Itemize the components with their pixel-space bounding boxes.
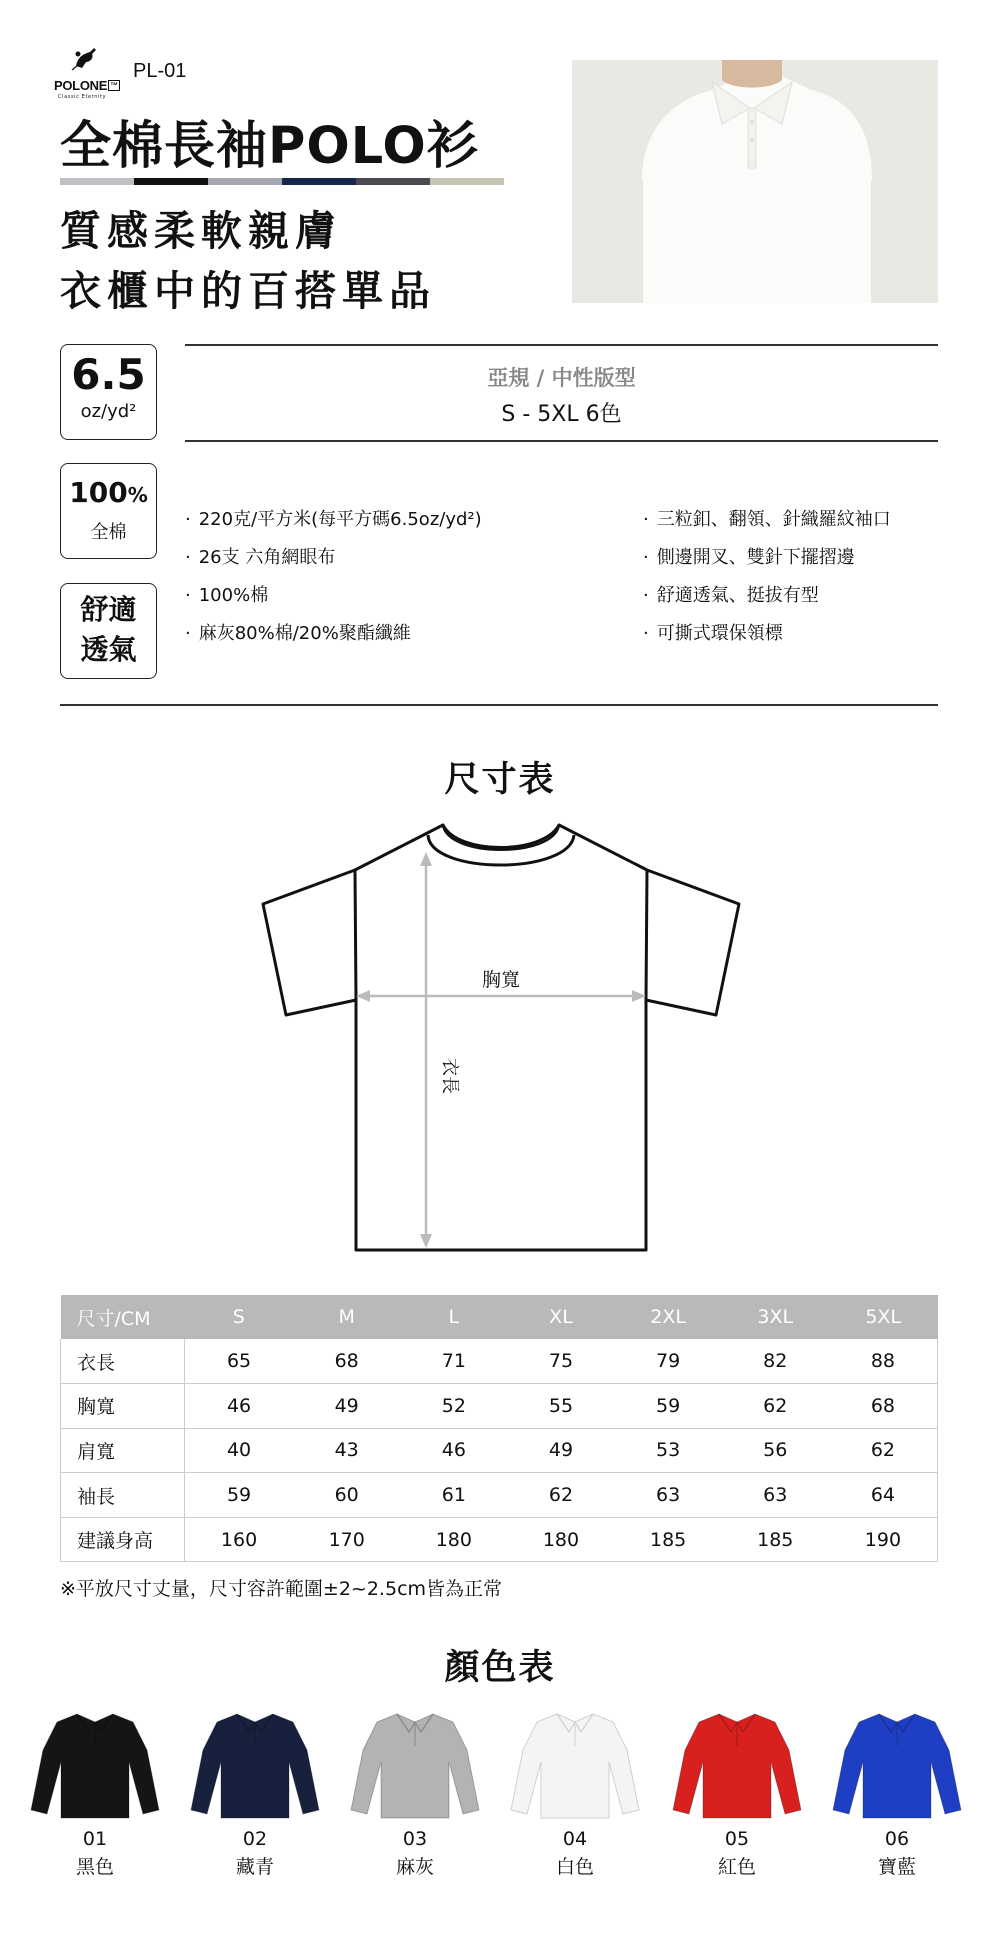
cotton-label: 全棉 <box>90 522 127 543</box>
table-cell: 46 <box>185 1384 294 1429</box>
divider <box>185 440 938 442</box>
polo-shirt-icon <box>831 1710 963 1820</box>
polo-shirt-icon <box>189 1710 321 1820</box>
color-chart-title: 顏色表 <box>444 1648 556 1688</box>
table-cell: 60 <box>293 1473 400 1518</box>
table-cell: 170 <box>293 1517 400 1562</box>
shirt-size-diagram <box>258 820 744 1260</box>
length-label: 衣長 <box>439 1058 460 1094</box>
table-cell: 建議身高 <box>61 1517 185 1562</box>
color-strip-segment <box>356 178 430 185</box>
color-name: 寶藍 <box>877 1856 916 1878</box>
table-cell: 59 <box>185 1473 294 1518</box>
color-name: 黑色 <box>75 1856 114 1878</box>
color-number: 02 <box>242 1828 268 1850</box>
table-row <box>61 1428 938 1473</box>
fit-type: 亞規 / 中性版型 <box>487 366 636 390</box>
product-code: PL-01 <box>133 60 187 82</box>
table-cell: 62 <box>829 1428 938 1473</box>
table-cell: 63 <box>615 1473 722 1518</box>
feature-item: · 100%棉 <box>185 581 268 607</box>
table-cell: 49 <box>507 1428 614 1473</box>
color-strip-segment <box>60 178 134 185</box>
color-name: 藏青 <box>235 1856 274 1878</box>
feature-item: · 220克/平方米(每平方碼6.5oz/yd²) <box>185 505 482 531</box>
table-cell: 190 <box>829 1517 938 1562</box>
feature-item: · 側邊開叉、雙針下擺摺邊 <box>643 543 855 569</box>
weight-unit: oz/yd² <box>80 401 137 422</box>
slogan-line-1: 質感柔軟親膚 <box>60 207 342 255</box>
color-strip <box>60 178 504 185</box>
header-cell: 尺寸/CM <box>61 1295 185 1339</box>
color-swatch <box>335 1710 495 1878</box>
cotton-badge <box>60 463 157 559</box>
feature-item: · 麻灰80%棉/20%聚酯纖維 <box>185 619 411 645</box>
color-number: 04 <box>562 1828 588 1850</box>
color-swatch <box>495 1710 655 1878</box>
table-cell: 49 <box>293 1384 400 1429</box>
table-cell: 43 <box>293 1428 400 1473</box>
brand-logo <box>54 46 122 100</box>
table-cell: 56 <box>722 1428 829 1473</box>
color-strip-segment <box>134 178 208 185</box>
color-name: 麻灰 <box>395 1856 434 1878</box>
color-number: 03 <box>402 1828 428 1850</box>
table-cell: 40 <box>185 1428 294 1473</box>
color-swatch <box>15 1710 175 1878</box>
weight-badge <box>60 344 157 440</box>
table-cell: 82 <box>722 1339 829 1384</box>
header-cell: XL <box>507 1295 614 1339</box>
table-cell: 肩寬 <box>61 1428 185 1473</box>
measurement-note: ※平放尺寸丈量，尺寸容許範圍±2~2.5cm皆為正常 <box>60 1578 503 1600</box>
table-row <box>61 1473 938 1518</box>
table-row <box>61 1517 938 1562</box>
brand-mark: ™ <box>110 81 118 90</box>
table-cell: 68 <box>829 1384 938 1429</box>
table-cell: 袖長 <box>61 1473 185 1518</box>
polo-shirt-icon <box>349 1710 481 1820</box>
header-cell: 2XL <box>615 1295 722 1339</box>
polo-shirt-icon <box>29 1710 161 1820</box>
slogan-line-2: 衣櫃中的百搭單品 <box>60 267 436 315</box>
color-name: 白色 <box>555 1856 594 1878</box>
header-cell: S <box>185 1295 294 1339</box>
table-cell: 185 <box>615 1517 722 1562</box>
table-cell: 胸寬 <box>61 1384 185 1429</box>
feature-item: · 三粒釦、翻領、針織羅紋袖口 <box>643 505 891 531</box>
header-cell: L <box>400 1295 507 1339</box>
table-cell: 62 <box>507 1473 614 1518</box>
color-name: 紅色 <box>717 1856 756 1878</box>
table-cell: 65 <box>185 1339 294 1384</box>
color-swatch <box>817 1710 977 1878</box>
polo-shirt-icon <box>671 1710 803 1820</box>
table-header <box>61 1295 938 1339</box>
table-cell: 88 <box>829 1339 938 1384</box>
header-cell: 3XL <box>722 1295 829 1339</box>
table-cell: 185 <box>722 1517 829 1562</box>
brand-name: POLONE ™ <box>54 78 118 93</box>
table-cell: 衣長 <box>61 1339 185 1384</box>
feature-item: · 26支 六角網眼布 <box>185 543 335 569</box>
header-cell: M <box>293 1295 400 1339</box>
table-row <box>61 1339 938 1384</box>
table-cell: 53 <box>615 1428 722 1473</box>
brand-tagline: Classic Eternity <box>58 94 107 100</box>
table-cell: 63 <box>722 1473 829 1518</box>
table-cell: 62 <box>722 1384 829 1429</box>
comfort-line-2: 透氣 <box>80 633 137 666</box>
size-table <box>60 1295 938 1562</box>
table-cell: 52 <box>400 1384 507 1429</box>
color-strip-segment <box>430 178 504 185</box>
color-strip-segment <box>208 178 282 185</box>
table-cell: 180 <box>400 1517 507 1562</box>
cotton-pct: % <box>127 483 148 507</box>
table-cell: 75 <box>507 1339 614 1384</box>
color-number: 06 <box>884 1828 910 1850</box>
color-number: 05 <box>724 1828 750 1850</box>
cotton-value: 100 <box>69 476 128 509</box>
table-cell: 59 <box>615 1384 722 1429</box>
table-cell: 55 <box>507 1384 614 1429</box>
size-chart-title: 尺寸表 <box>444 760 556 800</box>
polo-player-icon <box>70 46 100 72</box>
color-swatch <box>657 1710 817 1878</box>
table-cell: 79 <box>615 1339 722 1384</box>
table-cell: 61 <box>400 1473 507 1518</box>
product-photo <box>572 60 938 303</box>
divider <box>185 344 938 346</box>
feature-item: · 舒適透氣、挺拔有型 <box>643 581 819 607</box>
comfort-line-1: 舒適 <box>80 593 137 626</box>
polo-shirt-icon <box>509 1710 641 1820</box>
size-range: S - 5XL 6色 <box>501 402 622 427</box>
table-cell: 68 <box>293 1339 400 1384</box>
color-strip-segment <box>282 178 356 185</box>
table-cell: 160 <box>185 1517 294 1562</box>
color-swatch <box>175 1710 335 1878</box>
table-cell: 180 <box>507 1517 614 1562</box>
table-cell: 64 <box>829 1473 938 1518</box>
table-row <box>61 1384 938 1429</box>
divider <box>60 704 938 706</box>
header-cell: 5XL <box>829 1295 938 1339</box>
feature-item: · 可撕式環保領標 <box>643 619 783 645</box>
table-cell: 46 <box>400 1428 507 1473</box>
color-number: 01 <box>82 1828 108 1850</box>
comfort-badge <box>60 583 157 679</box>
weight-value: 6.5 <box>71 350 146 399</box>
table-cell: 71 <box>400 1339 507 1384</box>
chest-label: 胸寬 <box>481 969 521 991</box>
product-title: 全棉長袖POLO衫 <box>60 117 479 176</box>
